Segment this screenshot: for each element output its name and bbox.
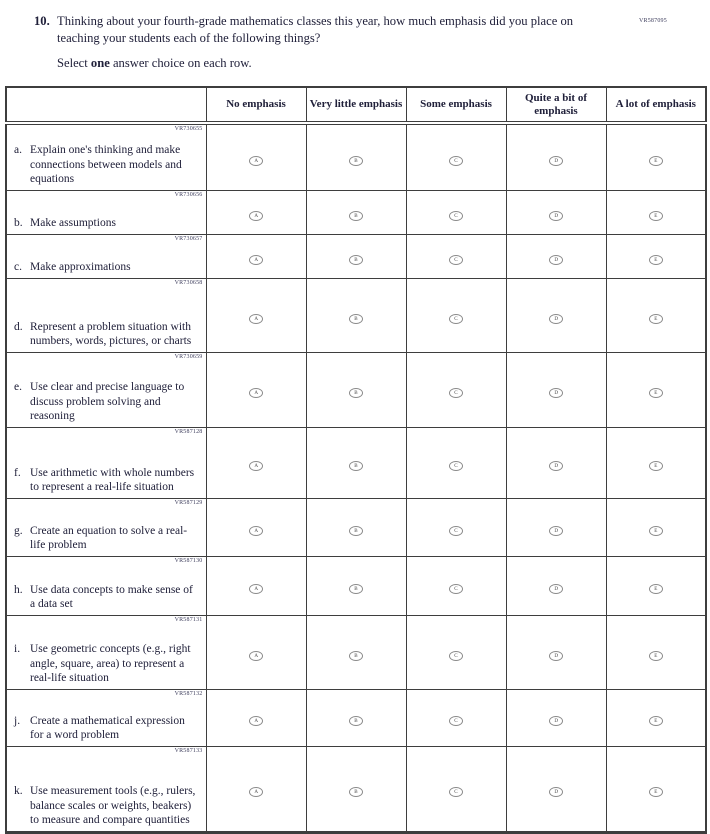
- bubble-letter: C: [454, 463, 458, 469]
- row-code: VR730656: [174, 192, 203, 199]
- bubble-letter: E: [654, 316, 658, 322]
- answer-bubble[interactable]: [449, 461, 463, 471]
- row-letter: k.: [14, 785, 23, 798]
- bubble-letter: E: [654, 528, 658, 534]
- answer-cell: [606, 353, 706, 428]
- answer-cell: [506, 123, 606, 191]
- bubble-letter: E: [654, 390, 658, 396]
- answer-bubble[interactable]: [349, 787, 363, 797]
- question-form-code: VR587095: [639, 18, 667, 24]
- bubble-letter: D: [554, 158, 558, 164]
- row-text: Explain one's thinking and make connections between models and equations: [30, 144, 182, 185]
- answer-cell: [406, 279, 506, 353]
- answer-bubble[interactable]: [349, 388, 363, 398]
- answer-bubble[interactable]: [549, 211, 563, 221]
- bubble-letter: D: [554, 316, 558, 322]
- table-row: [6, 616, 706, 690]
- answer-bubble[interactable]: [249, 461, 263, 471]
- row-stem: [6, 279, 206, 353]
- row-label: [14, 466, 202, 495]
- bubble-letter: A: [254, 316, 258, 322]
- answer-bubble[interactable]: [249, 388, 263, 398]
- row-text: Use clear and precise language to discuss problem solving and reasoning: [30, 381, 185, 422]
- question-block: [34, 13, 710, 46]
- row-label: [14, 583, 202, 612]
- answer-cell: [506, 235, 606, 279]
- answer-bubble[interactable]: [349, 526, 363, 536]
- answer-bubble[interactable]: [649, 156, 663, 166]
- table-row: [6, 428, 706, 499]
- bubble-letter: A: [254, 463, 258, 469]
- answer-cell: [506, 279, 606, 353]
- header-col-a-lot-of-emphasis: A lot of emphasis: [606, 87, 706, 123]
- row-stem: [6, 191, 206, 235]
- answer-bubble[interactable]: [649, 255, 663, 265]
- answer-bubble[interactable]: [549, 461, 563, 471]
- row-letter: e.: [14, 381, 22, 394]
- bubble-letter: B: [354, 653, 358, 659]
- answer-bubble[interactable]: [449, 156, 463, 166]
- answer-bubble[interactable]: [649, 461, 663, 471]
- answer-cell: [306, 557, 406, 616]
- answer-cell: [606, 235, 706, 279]
- table-row: [6, 747, 706, 833]
- answer-cell: [206, 499, 306, 557]
- answer-bubble[interactable]: [649, 651, 663, 661]
- answer-cell: [406, 235, 506, 279]
- row-stem: [6, 557, 206, 616]
- row-label: [14, 784, 202, 827]
- row-label: [14, 320, 202, 349]
- answer-bubble[interactable]: [549, 584, 563, 594]
- row-code: VR730657: [174, 236, 203, 243]
- answer-bubble[interactable]: [349, 255, 363, 265]
- row-text: Use arithmetic with whole numbers to represent a real-life situation: [30, 466, 195, 493]
- bubble-letter: E: [654, 789, 658, 795]
- bubble-letter: B: [354, 316, 358, 322]
- answer-bubble[interactable]: [249, 716, 263, 726]
- table-row: [6, 557, 706, 616]
- bubble-letter: C: [454, 316, 458, 322]
- answer-bubble[interactable]: [249, 526, 263, 536]
- row-stem: [6, 499, 206, 557]
- answer-bubble[interactable]: [449, 651, 463, 661]
- bubble-letter: A: [254, 586, 258, 592]
- bubble-letter: E: [654, 718, 658, 724]
- table-row: [6, 279, 706, 353]
- bubble-letter: A: [254, 718, 258, 724]
- answer-bubble[interactable]: [549, 156, 563, 166]
- answer-cell: [406, 616, 506, 690]
- row-label: [14, 714, 202, 743]
- row-text: Use data concepts to make sense of a data set: [30, 583, 193, 610]
- answer-cell: [406, 690, 506, 747]
- header-col-no-emphasis: No emphasis: [206, 87, 306, 123]
- bubble-letter: E: [654, 158, 658, 164]
- row-letter: f.: [14, 466, 21, 479]
- bubble-letter: C: [454, 390, 458, 396]
- row-code: VR730659: [174, 354, 203, 361]
- bubble-letter: B: [354, 390, 358, 396]
- answer-bubble[interactable]: [649, 388, 663, 398]
- table-row: [6, 499, 706, 557]
- answer-bubble[interactable]: [549, 388, 563, 398]
- answer-cell: [506, 428, 606, 499]
- answer-bubble[interactable]: [449, 716, 463, 726]
- bubble-letter: E: [654, 463, 658, 469]
- answer-bubble[interactable]: [549, 716, 563, 726]
- bubble-letter: D: [554, 718, 558, 724]
- answer-cell: [306, 747, 406, 833]
- answer-cell: [306, 428, 406, 499]
- row-label: [14, 642, 202, 685]
- bubble-letter: B: [354, 158, 358, 164]
- emphasis-matrix-table: [5, 86, 707, 834]
- bubble-letter: E: [654, 653, 658, 659]
- bubble-letter: B: [354, 718, 358, 724]
- bubble-letter: A: [254, 257, 258, 263]
- row-code: VR730658: [174, 280, 203, 287]
- row-code: VR587129: [174, 500, 203, 507]
- answer-cell: [306, 499, 406, 557]
- answer-bubble[interactable]: [449, 388, 463, 398]
- question-text: Thinking about your fourth-grade mathematics classes this year, how much emphasis did you place on teaching your students each of the following things?: [57, 14, 574, 45]
- answer-bubble[interactable]: [449, 526, 463, 536]
- table-row: [6, 123, 706, 191]
- row-label: [14, 524, 202, 553]
- header-col-quite-a-bit-of-emphasis: Quite a bit of emphasis: [506, 87, 606, 123]
- bubble-letter: B: [354, 528, 358, 534]
- answer-cell: [306, 235, 406, 279]
- answer-bubble[interactable]: [349, 716, 363, 726]
- header-stem-cell: [6, 87, 206, 123]
- answer-bubble[interactable]: [249, 787, 263, 797]
- bubble-letter: D: [554, 390, 558, 396]
- answer-cell: [406, 428, 506, 499]
- bubble-letter: D: [554, 789, 558, 795]
- answer-cell: [306, 353, 406, 428]
- answer-cell: [406, 747, 506, 833]
- answer-cell: [506, 191, 606, 235]
- row-text: Make assumptions: [30, 216, 116, 229]
- row-code: VR587131: [174, 617, 203, 624]
- row-label: [14, 260, 202, 274]
- answer-bubble[interactable]: [249, 314, 263, 324]
- table-row: [6, 353, 706, 428]
- answer-cell: [306, 279, 406, 353]
- bubble-letter: B: [354, 213, 358, 219]
- answer-cell: [306, 616, 406, 690]
- row-text: Use measurement tools (e.g., rulers, balance scales or weights, beakers) to measure and compare quantities: [30, 785, 196, 826]
- answer-bubble[interactable]: [449, 211, 463, 221]
- row-label: [14, 216, 202, 230]
- answer-bubble[interactable]: [249, 156, 263, 166]
- row-label: [14, 143, 202, 186]
- bubble-letter: E: [654, 213, 658, 219]
- bubble-letter: D: [554, 257, 558, 263]
- answer-cell: [506, 353, 606, 428]
- answer-cell: [506, 616, 606, 690]
- bubble-letter: B: [354, 257, 358, 263]
- bubble-letter: D: [554, 528, 558, 534]
- answer-bubble[interactable]: [649, 584, 663, 594]
- answer-bubble[interactable]: [549, 314, 563, 324]
- answer-bubble[interactable]: [349, 461, 363, 471]
- answer-cell: [506, 690, 606, 747]
- answer-cell: [406, 499, 506, 557]
- answer-cell: [406, 191, 506, 235]
- answer-cell: [606, 499, 706, 557]
- answer-cell: [306, 690, 406, 747]
- table-row: [6, 191, 706, 235]
- row-code: VR587130: [174, 558, 203, 565]
- row-text: Make approximations: [30, 260, 131, 273]
- answer-cell: [606, 747, 706, 833]
- answer-cell: [206, 123, 306, 191]
- answer-bubble[interactable]: [649, 314, 663, 324]
- answer-cell: [606, 428, 706, 499]
- answer-cell: [406, 557, 506, 616]
- answer-bubble[interactable]: [249, 651, 263, 661]
- bubble-letter: A: [254, 653, 258, 659]
- row-stem: [6, 123, 206, 191]
- header-row: [6, 87, 706, 123]
- answer-cell: [606, 191, 706, 235]
- bubble-letter: D: [554, 463, 558, 469]
- answer-cell: [306, 191, 406, 235]
- answer-bubble[interactable]: [649, 211, 663, 221]
- answer-cell: [606, 279, 706, 353]
- instruction-suffix: answer choice on each row.: [109, 56, 252, 71]
- header-col-some-emphasis: Some emphasis: [406, 87, 506, 123]
- row-stem: [6, 235, 206, 279]
- instruction-prefix: Select: [57, 56, 91, 71]
- answer-cell: [606, 123, 706, 191]
- row-letter: j.: [14, 714, 21, 727]
- answer-bubble[interactable]: [649, 526, 663, 536]
- row-code: VR587128: [174, 429, 203, 436]
- bubble-letter: E: [654, 257, 658, 263]
- answer-cell: [506, 747, 606, 833]
- answer-bubble[interactable]: [349, 651, 363, 661]
- answer-bubble[interactable]: [649, 787, 663, 797]
- bubble-letter: C: [454, 158, 458, 164]
- row-letter: c.: [14, 260, 22, 273]
- answer-cell: [206, 690, 306, 747]
- bubble-letter: C: [454, 257, 458, 263]
- answer-bubble[interactable]: [549, 255, 563, 265]
- row-letter: h.: [14, 583, 23, 596]
- bubble-letter: C: [454, 718, 458, 724]
- answer-bubble[interactable]: [549, 526, 563, 536]
- bubble-letter: B: [354, 586, 358, 592]
- bubble-letter: B: [354, 789, 358, 795]
- bubble-letter: D: [554, 653, 558, 659]
- row-label: [14, 380, 202, 423]
- answer-bubble[interactable]: [249, 211, 263, 221]
- answer-bubble[interactable]: [649, 716, 663, 726]
- answer-cell: [606, 690, 706, 747]
- bubble-letter: E: [654, 586, 658, 592]
- answer-bubble[interactable]: [449, 787, 463, 797]
- bubble-letter: C: [454, 653, 458, 659]
- row-letter: i.: [14, 643, 21, 656]
- answer-cell: [206, 428, 306, 499]
- row-letter: b.: [14, 216, 23, 229]
- row-text: Represent a problem situation with numbers, words, pictures, or charts: [30, 320, 192, 347]
- question-number: 10.: [34, 14, 50, 28]
- answer-cell: [606, 557, 706, 616]
- answer-cell: [306, 123, 406, 191]
- row-code: VR587133: [174, 748, 203, 755]
- bubble-letter: C: [454, 789, 458, 795]
- bubble-letter: C: [454, 586, 458, 592]
- row-letter: g.: [14, 524, 23, 537]
- table-row: [6, 235, 706, 279]
- bubble-letter: A: [254, 789, 258, 795]
- answer-cell: [506, 557, 606, 616]
- answer-cell: [406, 353, 506, 428]
- row-stem: [6, 747, 206, 833]
- bubble-letter: D: [554, 213, 558, 219]
- answer-cell: [206, 557, 306, 616]
- answer-cell: [406, 123, 506, 191]
- answer-cell: [206, 747, 306, 833]
- answer-bubble[interactable]: [249, 255, 263, 265]
- bubble-letter: A: [254, 390, 258, 396]
- answer-bubble[interactable]: [449, 314, 463, 324]
- answer-cell: [606, 616, 706, 690]
- answer-cell: [206, 616, 306, 690]
- instruction-bold-word: one: [90, 56, 110, 71]
- answer-bubble[interactable]: [349, 314, 363, 324]
- answer-bubble[interactable]: [349, 156, 363, 166]
- answer-bubble[interactable]: [549, 651, 563, 661]
- row-stem: [6, 690, 206, 747]
- answer-bubble[interactable]: [349, 211, 363, 221]
- answer-bubble[interactable]: [349, 584, 363, 594]
- row-code: VR587132: [174, 691, 203, 698]
- answer-cell: [206, 353, 306, 428]
- bubble-letter: C: [454, 213, 458, 219]
- bubble-letter: B: [354, 463, 358, 469]
- bubble-letter: A: [254, 158, 258, 164]
- question-instruction: [57, 56, 710, 71]
- row-stem: [6, 428, 206, 499]
- bubble-letter: C: [454, 528, 458, 534]
- row-code: VR730655: [174, 126, 203, 133]
- table-row: [6, 690, 706, 747]
- row-letter: a.: [14, 144, 22, 157]
- answer-bubble[interactable]: [449, 255, 463, 265]
- row-text: Create an equation to solve a real-life problem: [30, 524, 188, 551]
- table-body: [6, 123, 706, 833]
- answer-bubble[interactable]: [449, 584, 463, 594]
- answer-cell: [206, 235, 306, 279]
- row-stem: [6, 616, 206, 690]
- answer-cell: [206, 191, 306, 235]
- bubble-letter: D: [554, 586, 558, 592]
- row-letter: d.: [14, 320, 23, 333]
- header-col-very-little-emphasis: Very little emphasis: [306, 87, 406, 123]
- bubble-letter: A: [254, 213, 258, 219]
- answer-cell: [506, 499, 606, 557]
- bubble-letter: A: [254, 528, 258, 534]
- row-stem: [6, 353, 206, 428]
- row-text: Use geometric concepts (e.g., right angle, square, area) to represent a real-life situation: [30, 643, 191, 684]
- row-text: Create a mathematical expression for a word problem: [30, 714, 185, 741]
- answer-cell: [206, 279, 306, 353]
- answer-bubble[interactable]: [549, 787, 563, 797]
- answer-bubble[interactable]: [249, 584, 263, 594]
- table-header: [6, 87, 706, 123]
